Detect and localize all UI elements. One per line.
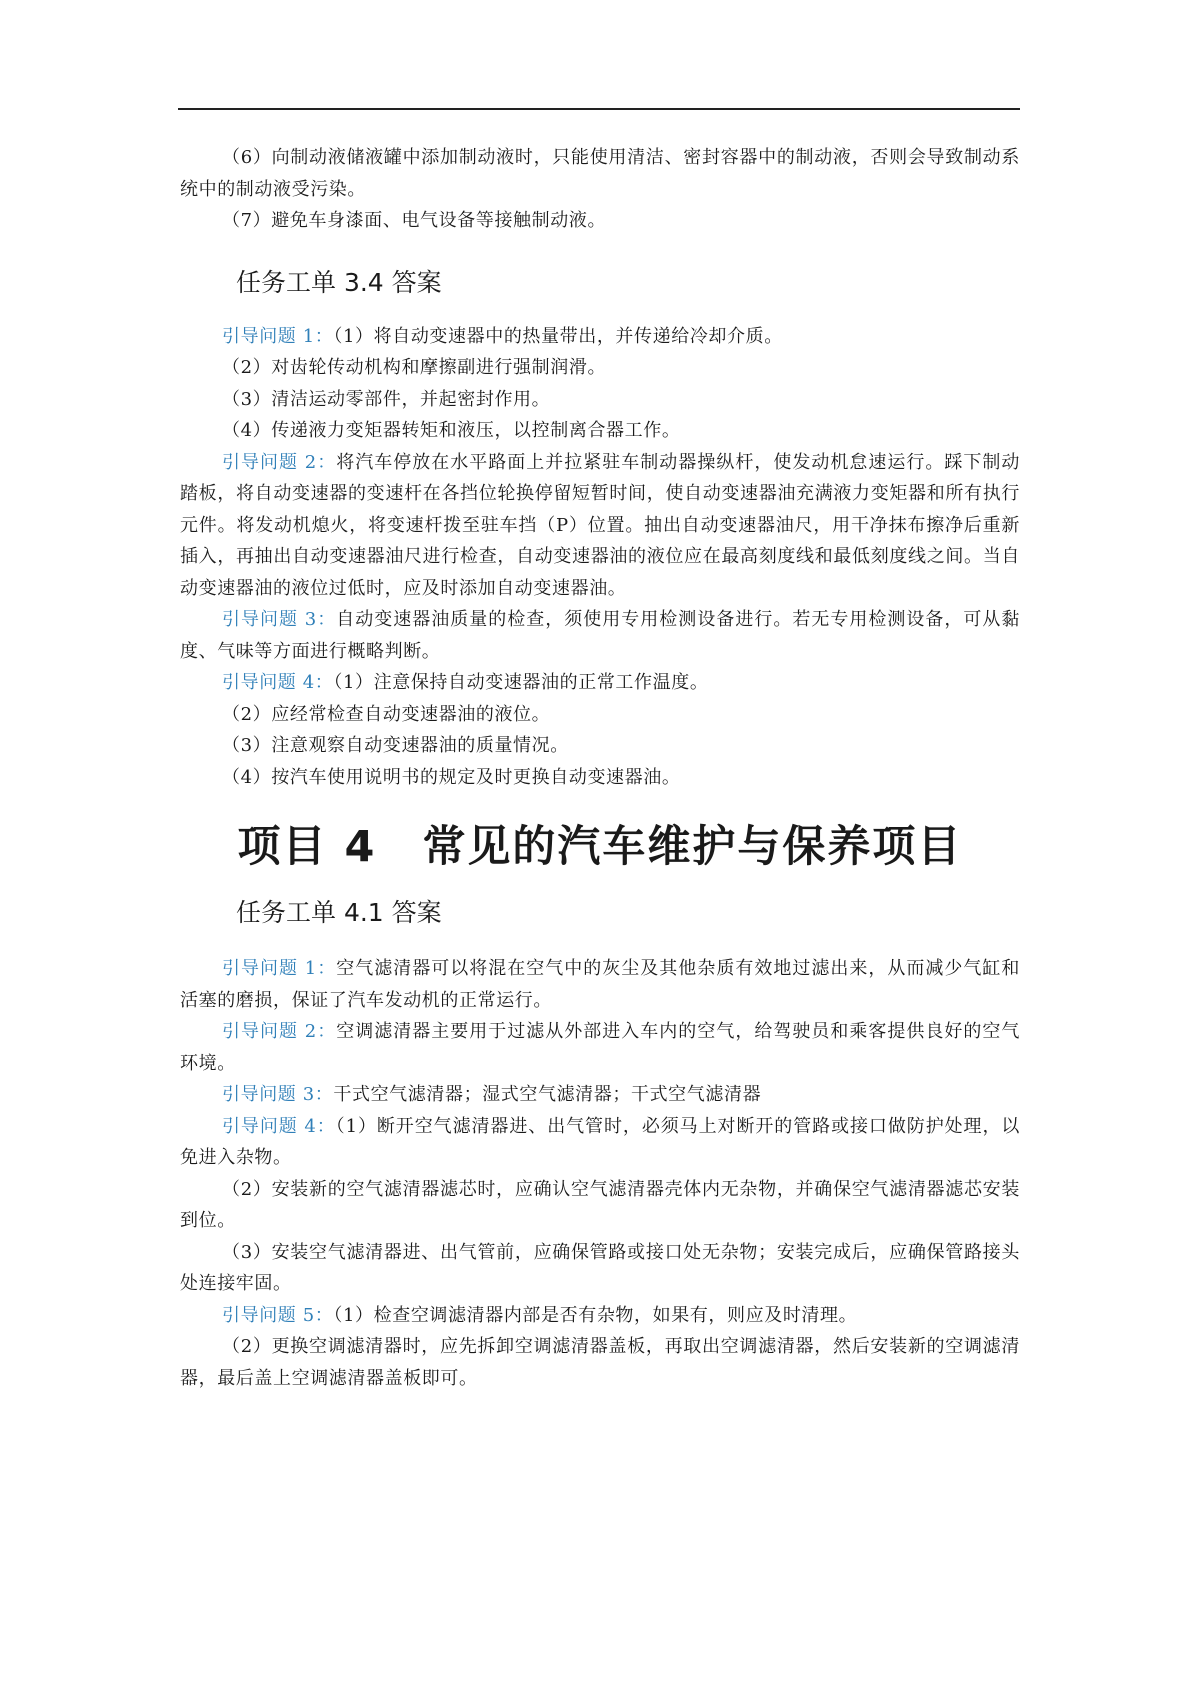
answer-item: （4）按汽车使用说明书的规定及时更换自动变速器油。 bbox=[222, 766, 681, 788]
guide-question-label: 引导问题 5： bbox=[222, 1304, 334, 1326]
guide-question-label: 引导问题 4： bbox=[222, 672, 334, 693]
answer-text: 空调滤清器主要用于过滤从外部进入车内的空气，给驾驶员和乘客提供良好的空气环境。 bbox=[180, 1021, 1020, 1074]
page-content bbox=[180, 142, 1020, 1394]
project-number: 项目 4 bbox=[237, 822, 377, 872]
answer-text: 自动变速器油质量的检查，须使用专用检测设备进行。若无专用检测设备，可从黏度、气味等方面进行概略判断。 bbox=[180, 609, 1020, 662]
task-3-4-heading: 任务工单 3.4 答案 bbox=[236, 267, 442, 297]
task41-q2-paragraph bbox=[180, 1016, 1020, 1079]
header-rule bbox=[178, 108, 1020, 110]
guide-question-label: 引导问题 3： bbox=[222, 609, 337, 630]
answer-text: 将汽车停放在水平路面上并拉紧驻车制动器操纵杆，使发动机怠速运行。踩下制动踏板，将自动变速器的变速杆在各挡位轮换停留短暂时间，使自动变速器油充满液力变矩器和所有执行元件。将发动机熄火，将变速杆拨至驻车挡（P）位置。抽出自动变速器油尺，用干净抹布擦净后重新插入，再抽出自动变速器油尺进行检查，自动变速器油的液位应在最高刻度线和最低刻度线之间。当自动变速器油的液位过低时，应及时添加自动变速器油。 bbox=[180, 451, 1020, 599]
task41-q1-paragraph bbox=[180, 953, 1020, 1016]
answer-item: （3）注意观察自动变速器油的质量情况。 bbox=[222, 735, 569, 756]
guide-question-label: 引导问题 4： bbox=[222, 1115, 336, 1137]
answer-item: （2）安装新的空气滤清器滤芯时，应确认空气滤清器壳体内无杂物，并确保空气滤清器滤芯安装到位。 bbox=[180, 1178, 1020, 1231]
task34-q1-paragraph bbox=[180, 321, 1020, 353]
answer-text: 干式空气滤清器；湿式空气滤清器；干式空气滤清器 bbox=[333, 1084, 762, 1105]
guide-question-label: 引导问题 3： bbox=[222, 1084, 334, 1105]
answer-item: （3）安装空气滤清器进、出气管前，应确保管路或接口处无杂物；安装完成后，应确保管路接头处连接牢固。 bbox=[180, 1241, 1020, 1294]
item-7-paragraph: （7）避免车身漆面、电气设备等接触制动液。 bbox=[222, 210, 607, 231]
task34-q4-paragraph bbox=[180, 667, 1020, 699]
task-4-1-heading: 任务工单 4.1 答案 bbox=[236, 898, 442, 927]
answer-item: （2）应经常检查自动变速器油的液位。 bbox=[222, 703, 551, 725]
task41-q5-paragraph bbox=[180, 1300, 1020, 1332]
answer-text: （1）注意保持自动变速器油的正常工作温度。 bbox=[333, 672, 709, 693]
answer-item: （2）对齿轮传动机构和摩擦副进行强制润滑。 bbox=[222, 357, 607, 378]
project-name: 常见的汽车维护与保养项目 bbox=[422, 822, 963, 872]
answer-text: （1）将自动变速器中的热量带出，并传递给冷却介质。 bbox=[333, 325, 783, 347]
answer-item: （4）传递液力变矩器转矩和液压，以控制离合器工作。 bbox=[222, 420, 681, 441]
answer-text: 空气滤清器可以将混在空气中的灰尘及其他杂质有效地过滤出来，从而减少气缸和活塞的磨损，保证了汽车发动机的正常运行。 bbox=[180, 958, 1020, 1011]
task34-q2-paragraph bbox=[180, 447, 1020, 605]
task41-q3-paragraph bbox=[180, 1079, 1020, 1111]
answer-item: （3）清洁运动零部件，并起密封作用。 bbox=[222, 388, 551, 410]
guide-question-label: 引导问题 1： bbox=[222, 958, 337, 979]
guide-question-label: 引导问题 2： bbox=[222, 451, 337, 473]
task34-q3-paragraph bbox=[180, 604, 1020, 667]
guide-question-label: 引导问题 1： bbox=[222, 325, 334, 347]
answer-text: （1）检查空调滤清器内部是否有杂物，如果有，则应及时清理。 bbox=[333, 1304, 858, 1326]
item-6-paragraph: （6）向制动液储液罐中添加制动液时，只能使用清洁、密封容器中的制动液，否则会导致制动系统中的制动液受污染。 bbox=[180, 147, 1020, 200]
project-4-title bbox=[180, 817, 1020, 877]
answer-text: （1）断开空气滤清器进、出气管时，必须马上对断开的管路或接口做防护处理，以免进入杂物。 bbox=[180, 1115, 1020, 1168]
guide-question-label: 引导问题 2： bbox=[222, 1021, 337, 1042]
task41-q4-paragraph bbox=[180, 1111, 1020, 1174]
answer-item: （2）更换空调滤清器时，应先拆卸空调滤清器盖板，再取出空调滤清器，然后安装新的空调滤清器，最后盖上空调滤清器盖板即可。 bbox=[180, 1336, 1020, 1389]
